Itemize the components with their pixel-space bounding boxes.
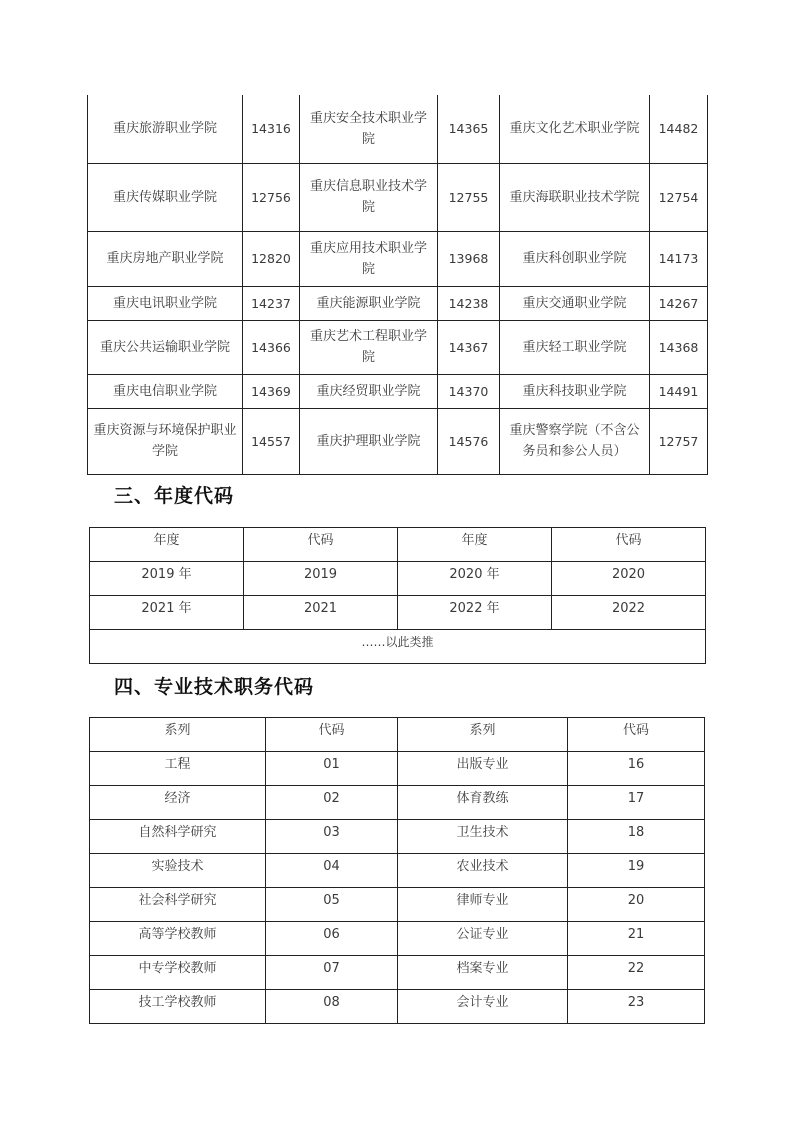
year-table-note-row: [90, 630, 706, 664]
college-table-row: [88, 95, 708, 163]
college-code-cell: 14370: [438, 374, 500, 408]
college-code-cell: 14366: [243, 320, 300, 374]
college-name-cell: 重庆交通职业学院: [500, 286, 650, 320]
college-table-row: [88, 320, 708, 374]
year-cell: 2022 年: [398, 596, 552, 630]
college-name-cell: 重庆应用技术职业学院: [300, 231, 438, 286]
year-cell: 2019 年: [90, 562, 244, 596]
college-name-cell: 重庆艺术工程职业学院: [300, 320, 438, 374]
college-name-cell: 重庆警察学院（不含公务员和参公人员）: [500, 408, 650, 474]
series-cell: 卫生技术: [398, 820, 568, 854]
year-table-note: ……以此类推: [90, 630, 706, 664]
title-table-row: [90, 922, 705, 956]
college-name-cell: 重庆公共运输职业学院: [88, 320, 243, 374]
college-code-table: [87, 95, 708, 475]
series-cell: 高等学校教师: [90, 922, 266, 956]
college-code-cell: 12757: [650, 408, 708, 474]
college-code-cell: 12756: [243, 163, 300, 231]
year-code-heading: 三、年度代码: [114, 485, 235, 507]
series-cell: 公证专业: [398, 922, 568, 956]
series-cell: 技工学校教师: [90, 990, 266, 1024]
year-cell: 2021 年: [90, 596, 244, 630]
code-cell: 03: [266, 820, 398, 854]
series-cell: 出版专业: [398, 752, 568, 786]
code-cell: 16: [568, 752, 705, 786]
college-name-cell: 重庆科技职业学院: [500, 374, 650, 408]
college-name-cell: 重庆信息职业技术学院: [300, 163, 438, 231]
title-table-header-row: [90, 718, 705, 752]
college-code-cell: 14482: [650, 95, 708, 163]
year-table-row: [90, 596, 706, 630]
college-code-cell: 14365: [438, 95, 500, 163]
code-cell: 2021: [244, 596, 398, 630]
college-code-cell: 12755: [438, 163, 500, 231]
series-cell: 社会科学研究: [90, 888, 266, 922]
series-cell: 会计专业: [398, 990, 568, 1024]
college-code-cell: 12754: [650, 163, 708, 231]
series-header-cell: 系列: [398, 718, 568, 752]
year-header-cell: 年度: [398, 528, 552, 562]
college-code-cell: 14557: [243, 408, 300, 474]
college-name-cell: 重庆资源与环境保护职业学院: [88, 408, 243, 474]
series-cell: 自然科学研究: [90, 820, 266, 854]
code-cell: 2019: [244, 562, 398, 596]
code-header-cell: 代码: [568, 718, 705, 752]
college-code-cell: 14491: [650, 374, 708, 408]
college-code-cell: 14316: [243, 95, 300, 163]
college-name-cell: 重庆轻工职业学院: [500, 320, 650, 374]
title-table-row: [90, 854, 705, 888]
title-table-row: [90, 786, 705, 820]
code-cell: 08: [266, 990, 398, 1024]
year-cell: 2020 年: [398, 562, 552, 596]
college-table-row: [88, 374, 708, 408]
college-code-cell: 14576: [438, 408, 500, 474]
series-cell: 体育教练: [398, 786, 568, 820]
series-cell: 律师专业: [398, 888, 568, 922]
year-table-header-row: [90, 528, 706, 562]
college-code-cell: 14237: [243, 286, 300, 320]
title-table-row: [90, 990, 705, 1024]
college-name-cell: 重庆房地产职业学院: [88, 231, 243, 286]
college-name-cell: 重庆科创职业学院: [500, 231, 650, 286]
year-table-row: [90, 562, 706, 596]
code-cell: 23: [568, 990, 705, 1024]
college-name-cell: 重庆安全技术职业学院: [300, 95, 438, 163]
college-code-cell: 14173: [650, 231, 708, 286]
year-header-cell: 年度: [90, 528, 244, 562]
series-header-cell: 系列: [90, 718, 266, 752]
series-cell: 实验技术: [90, 854, 266, 888]
college-name-cell: 重庆经贸职业学院: [300, 374, 438, 408]
college-name-cell: 重庆传媒职业学院: [88, 163, 243, 231]
code-cell: 05: [266, 888, 398, 922]
code-cell: 17: [568, 786, 705, 820]
college-name-cell: 重庆护理职业学院: [300, 408, 438, 474]
code-cell: 18: [568, 820, 705, 854]
series-cell: 档案专业: [398, 956, 568, 990]
code-header-cell: 代码: [552, 528, 706, 562]
college-code-cell: 14369: [243, 374, 300, 408]
code-cell: 02: [266, 786, 398, 820]
code-cell: 22: [568, 956, 705, 990]
code-cell: 07: [266, 956, 398, 990]
title-code-heading: 四、专业技术职务代码: [114, 676, 315, 698]
college-code-cell: 14368: [650, 320, 708, 374]
college-name-cell: 重庆旅游职业学院: [88, 95, 243, 163]
series-cell: 中专学校教师: [90, 956, 266, 990]
college-name-cell: 重庆电信职业学院: [88, 374, 243, 408]
college-name-cell: 重庆海联职业技术学院: [500, 163, 650, 231]
code-cell: 2022: [552, 596, 706, 630]
series-cell: 经济: [90, 786, 266, 820]
code-cell: 2020: [552, 562, 706, 596]
series-cell: 农业技术: [398, 854, 568, 888]
code-cell: 20: [568, 888, 705, 922]
code-cell: 21: [568, 922, 705, 956]
title-table-row: [90, 820, 705, 854]
code-cell: 01: [266, 752, 398, 786]
college-code-cell: 14367: [438, 320, 500, 374]
college-table-row: [88, 231, 708, 286]
college-name-cell: 重庆文化艺术职业学院: [500, 95, 650, 163]
title-code-table: [89, 717, 705, 1024]
code-cell: 06: [266, 922, 398, 956]
college-code-cell: 14238: [438, 286, 500, 320]
college-code-cell: 13968: [438, 231, 500, 286]
college-code-cell: 14267: [650, 286, 708, 320]
code-header-cell: 代码: [266, 718, 398, 752]
series-cell: 工程: [90, 752, 266, 786]
code-header-cell: 代码: [244, 528, 398, 562]
title-table-row: [90, 888, 705, 922]
college-code-body: [88, 95, 708, 474]
code-cell: 19: [568, 854, 705, 888]
code-cell: 04: [266, 854, 398, 888]
college-name-cell: 重庆能源职业学院: [300, 286, 438, 320]
title-table-row: [90, 752, 705, 786]
year-code-table: [89, 527, 706, 664]
title-table-row: [90, 956, 705, 990]
college-table-row: [88, 163, 708, 231]
college-code-cell: 12820: [243, 231, 300, 286]
college-name-cell: 重庆电讯职业学院: [88, 286, 243, 320]
title-code-body: [90, 718, 705, 1024]
college-table-row: [88, 286, 708, 320]
college-table-row: [88, 408, 708, 474]
